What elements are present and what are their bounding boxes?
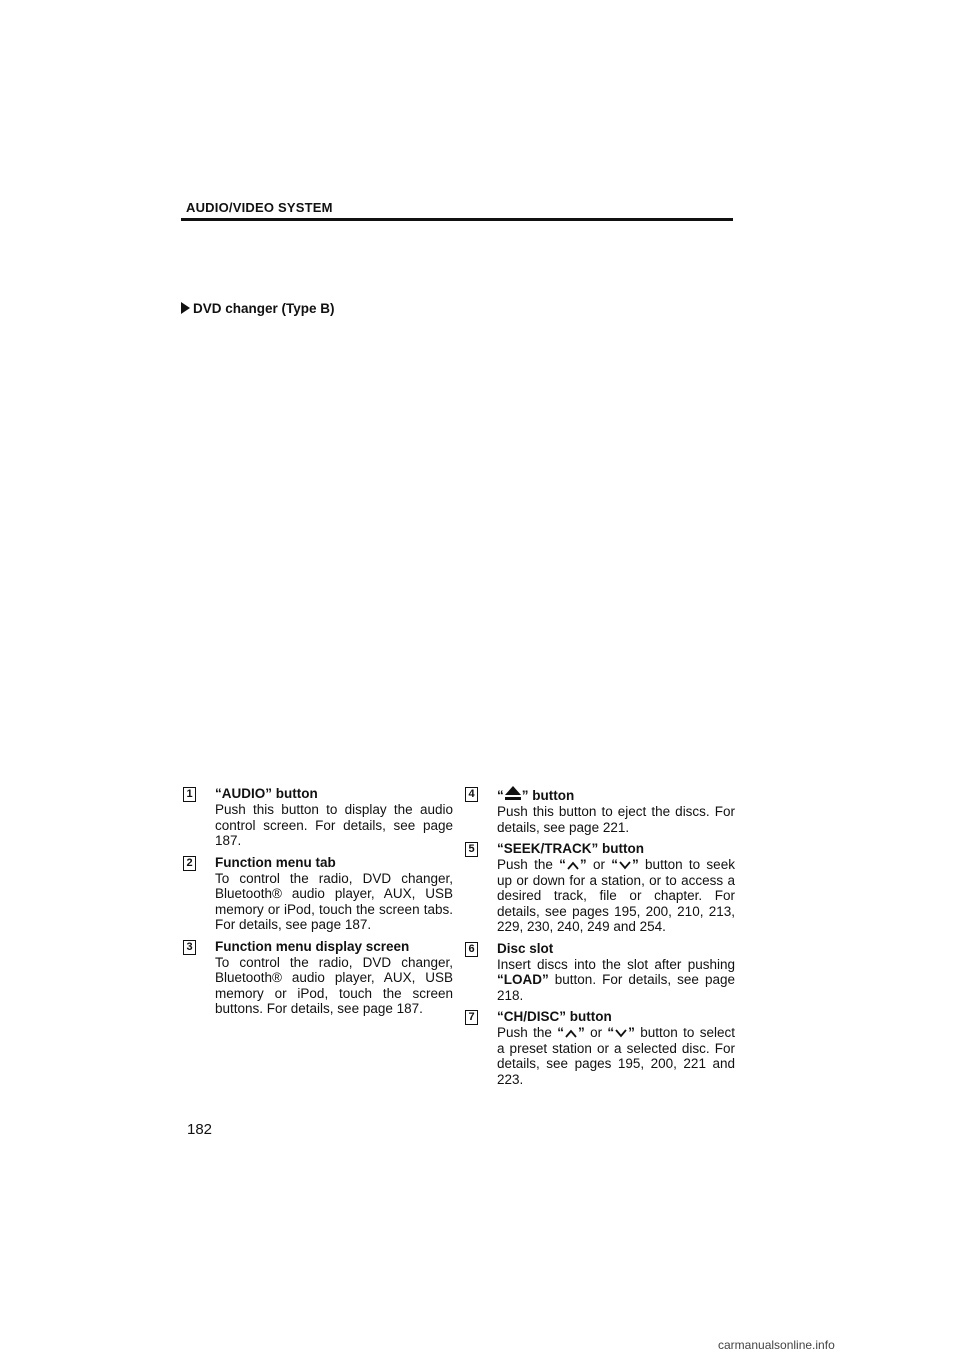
page-number: 182 <box>187 1121 213 1138</box>
quote-open: “ <box>607 1025 615 1040</box>
load-label: “LOAD” <box>497 972 549 987</box>
item-description <box>497 957 735 1004</box>
desc-text: Push the <box>497 1025 552 1040</box>
item-number: 3 <box>183 940 196 955</box>
list-item <box>465 841 735 935</box>
or-text: or <box>592 857 605 872</box>
quote-close: ” <box>628 1025 635 1040</box>
list-item <box>465 786 735 835</box>
item-number: 1 <box>183 787 196 802</box>
list-item <box>465 941 735 1004</box>
item-description: Push this button to eject the discs. For details, see page 221. <box>497 804 735 835</box>
list-item <box>183 855 453 933</box>
quote-close: ” <box>577 1025 585 1040</box>
item-title <box>497 786 735 804</box>
item-title: “SEEK/TRACK” button <box>497 841 644 856</box>
quote-close: ” <box>632 857 639 872</box>
item-number: 7 <box>465 1010 478 1025</box>
desc-text: button. For details, see page 218. <box>497 972 735 1003</box>
quote-open: “ <box>557 1025 564 1040</box>
right-column <box>465 786 735 1093</box>
chevron-down-icon <box>615 1029 627 1038</box>
item-title: Function menu tab <box>215 854 336 870</box>
item-description <box>497 857 735 935</box>
item-title-text: ” button <box>521 788 575 803</box>
desc-text: button to seek up or down for a station, or to access a desired track, file or chapter. For details, see pages 195, 200, 210, 213, 229, 230, 240, 249 and 254. <box>497 857 735 934</box>
item-title: Function menu display screen <box>215 938 410 954</box>
chevron-up-icon <box>567 861 579 870</box>
item-number: 4 <box>465 787 478 802</box>
desc-text: Insert discs into the slot after pushing <box>497 956 735 972</box>
quote-close: ” <box>579 857 587 872</box>
or-text: or <box>590 1025 603 1040</box>
eject-icon <box>505 786 521 800</box>
list-item <box>183 786 453 849</box>
desc-text: button to select a preset station or a selected disc. For details, see pages 195, 200, 221 and 223. <box>497 1025 735 1087</box>
item-description: To control the radio, DVD changer, Bluetooth® audio player, AUX, USB memory or iPod, touch the screen tabs. For details, see page 187. <box>215 870 453 932</box>
item-title: “CH/DISC” button <box>497 1009 612 1024</box>
desc-text: Push the <box>497 857 553 872</box>
item-number: 2 <box>183 856 196 871</box>
watermark: carmanualsonline.info <box>718 1338 835 1352</box>
quote-open: “ <box>611 857 618 872</box>
item-description <box>497 1025 735 1087</box>
section-heading <box>181 301 335 316</box>
left-column <box>183 786 453 1023</box>
list-item <box>183 939 453 1017</box>
list-item <box>465 1009 735 1087</box>
header-rule <box>181 218 733 221</box>
chevron-up-icon <box>565 1029 577 1038</box>
running-header: AUDIO/VIDEO SYSTEM <box>186 200 333 215</box>
triangle-bullet-icon <box>181 302 190 314</box>
item-title: Disc slot <box>497 940 554 956</box>
item-description: Push this button to display the audio control screen. For details, see page 187. <box>215 802 453 848</box>
section-heading-text: DVD changer (Type B) <box>193 301 335 316</box>
item-number: 5 <box>465 842 478 857</box>
item-title: “AUDIO” button <box>215 786 318 801</box>
quote-open: “ <box>497 788 504 803</box>
quote-open: “ <box>559 857 566 872</box>
chevron-down-icon <box>619 861 631 870</box>
item-number: 6 <box>465 942 478 957</box>
item-description: To control the radio, DVD changer, Bluetooth® audio player, AUX, USB memory or iPod, touch the screen buttons. For details, see page 187. <box>215 954 453 1016</box>
